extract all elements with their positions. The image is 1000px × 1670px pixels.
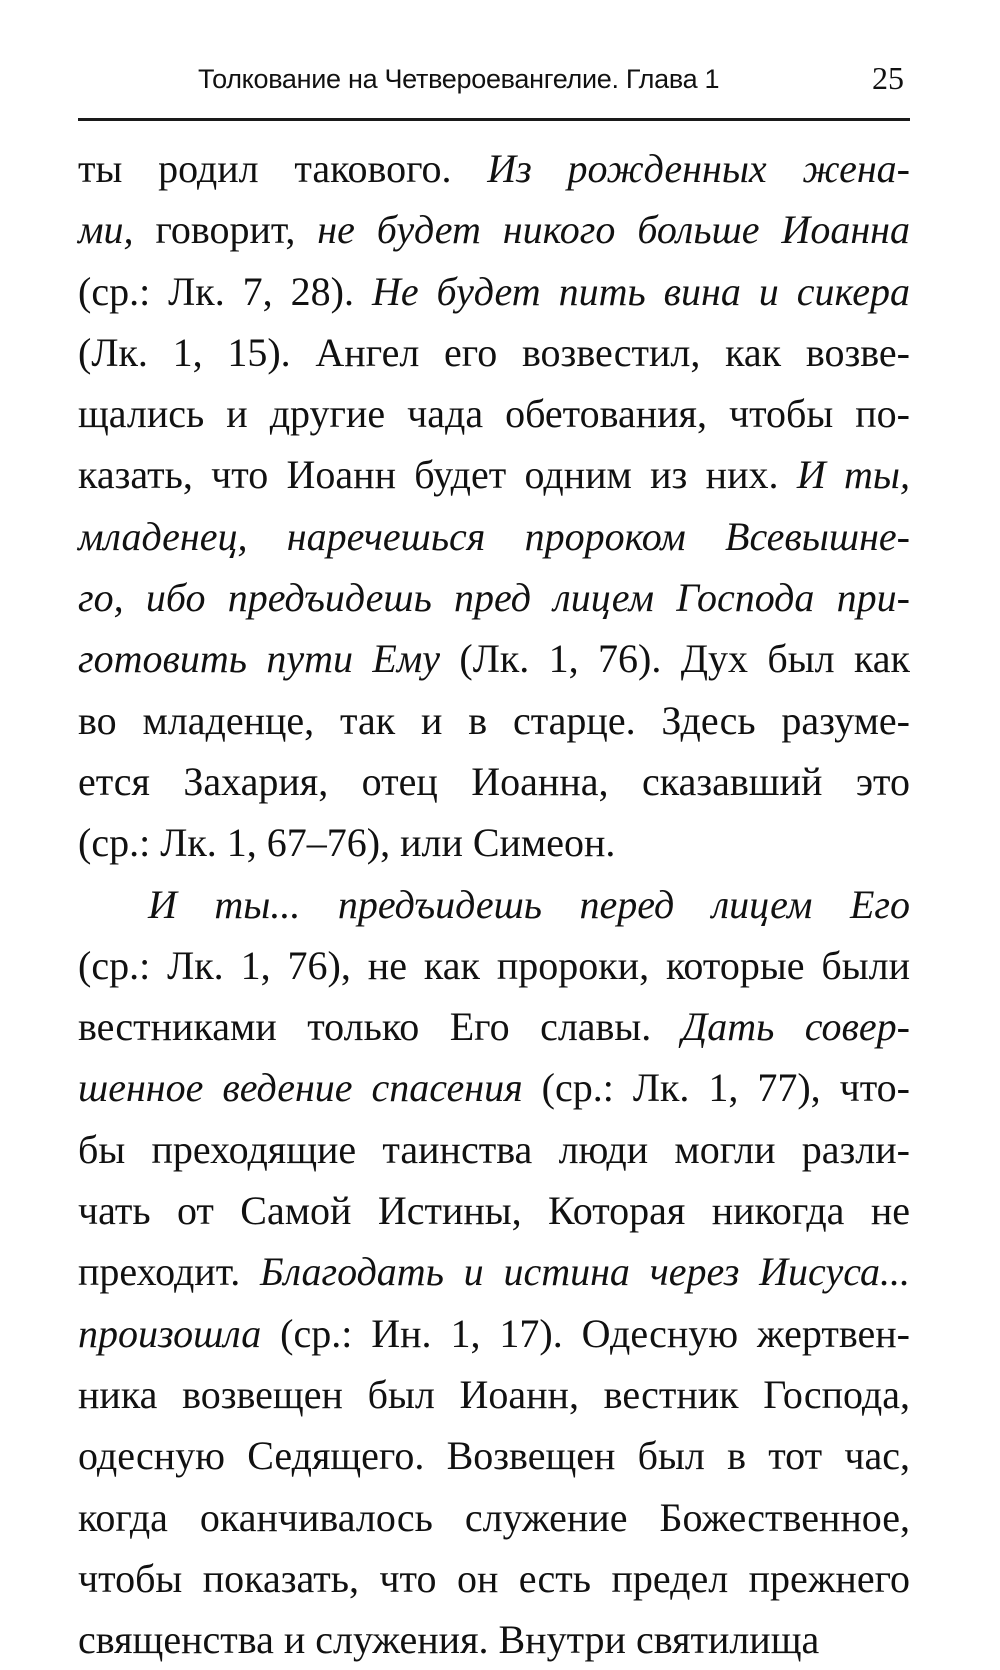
text-line bbox=[78, 1364, 910, 1425]
text-line bbox=[78, 996, 910, 1057]
text-run: бы преходящие таинства люди могли разли- bbox=[78, 1126, 910, 1172]
italic-quote: И ты... предъидешь перед лицем Его bbox=[148, 881, 910, 927]
italic-quote: Дать совер- bbox=[681, 1004, 910, 1050]
text-line bbox=[78, 1303, 910, 1364]
text-run: одесную Седящего. Возвещен был в тот час, bbox=[78, 1433, 910, 1479]
text-run: преходит. bbox=[78, 1249, 260, 1295]
italic-quote: Благодать и истина через Иисуса... bbox=[259, 1249, 910, 1295]
text-run: (ср.: Лк. 7, 28). bbox=[78, 268, 372, 314]
text-run: чать от Самой Истины, Которая никогда не bbox=[78, 1188, 910, 1234]
text-line bbox=[78, 138, 910, 199]
text-line bbox=[78, 690, 910, 751]
text-line bbox=[78, 444, 910, 505]
italic-quote: Из рожденных жена- bbox=[487, 146, 911, 191]
text-run: вестниками только Его славы. bbox=[78, 1004, 682, 1050]
text-run: ника возвещен был Иоанн, вестник Господа, bbox=[78, 1371, 910, 1417]
text-run: во младенце, так и в старце. Здесь разуме- bbox=[78, 697, 910, 743]
italic-quote: не будет никого больше Иоанна bbox=[317, 207, 911, 253]
italic-quote: готовить пути Ему bbox=[78, 636, 441, 682]
text-line bbox=[78, 199, 910, 260]
text-line bbox=[78, 812, 910, 873]
text-line bbox=[78, 322, 910, 383]
italic-quote: И ты, bbox=[796, 452, 910, 498]
text-line bbox=[78, 628, 910, 689]
italic-quote: шенное ведение спасения bbox=[78, 1065, 523, 1111]
text-run: (ср.: Лк. 1, 77), что- bbox=[522, 1065, 910, 1111]
running-title: Толкование на Четвероевангелие. Глава 1 bbox=[198, 64, 720, 94]
text-run: говорит, bbox=[133, 207, 318, 253]
text-line bbox=[78, 874, 910, 935]
italic-quote: го, ибо предъидешь пред лицем Господа при- bbox=[78, 575, 910, 621]
text-line bbox=[78, 567, 910, 628]
text-run: казать, что Иоанн будет одним из них. bbox=[78, 452, 797, 498]
text-line bbox=[78, 506, 910, 567]
italic-quote: произошла bbox=[78, 1310, 262, 1356]
text-run: (Лк. 1, 76). Дух был как bbox=[440, 636, 910, 682]
text-line bbox=[78, 935, 910, 996]
text-line bbox=[78, 1487, 910, 1548]
italic-quote: Не будет пить вина и сикера bbox=[371, 268, 910, 314]
italic-quote: ми, bbox=[78, 207, 134, 253]
italic-quote: младенец, наречешься пророком Всевышне- bbox=[78, 513, 910, 559]
text-line bbox=[78, 1425, 910, 1486]
page-number: 25 bbox=[872, 60, 904, 96]
text-line bbox=[78, 383, 910, 444]
text-run: щались и другие чада обетования, чтобы по- bbox=[78, 391, 910, 437]
body-text bbox=[78, 138, 910, 1670]
text-line bbox=[78, 1180, 910, 1241]
text-line bbox=[78, 1119, 910, 1180]
text-run: (ср.: Лк. 1, 76), не как пророки, которые были bbox=[78, 942, 910, 988]
text-line bbox=[78, 261, 910, 322]
header-rule bbox=[78, 118, 910, 121]
page-header bbox=[78, 58, 910, 112]
text-line bbox=[78, 1548, 910, 1609]
text-line bbox=[78, 1241, 910, 1302]
text-run: священства и служения. Внутри святилища bbox=[78, 1617, 820, 1663]
text-run: (ср.: Лк. 1, 67–76), или Симеон. bbox=[78, 820, 616, 866]
text-line bbox=[78, 1057, 910, 1118]
text-run: ется Захария, отец Иоанна, сказавший это bbox=[78, 758, 910, 804]
text-line bbox=[78, 1609, 910, 1670]
text-run: чтобы показать, что он есть предел прежнего bbox=[78, 1555, 910, 1601]
text-run: ты родил такового. bbox=[78, 146, 488, 191]
text-run: (ср.: Ин. 1, 17). Одесную жертвен- bbox=[261, 1310, 910, 1356]
text-line bbox=[78, 751, 910, 812]
text-run: когда оканчивалось служение Божественное, bbox=[78, 1494, 910, 1540]
text-run: (Лк. 1, 15). Ангел его возвестил, как возве- bbox=[78, 329, 910, 375]
